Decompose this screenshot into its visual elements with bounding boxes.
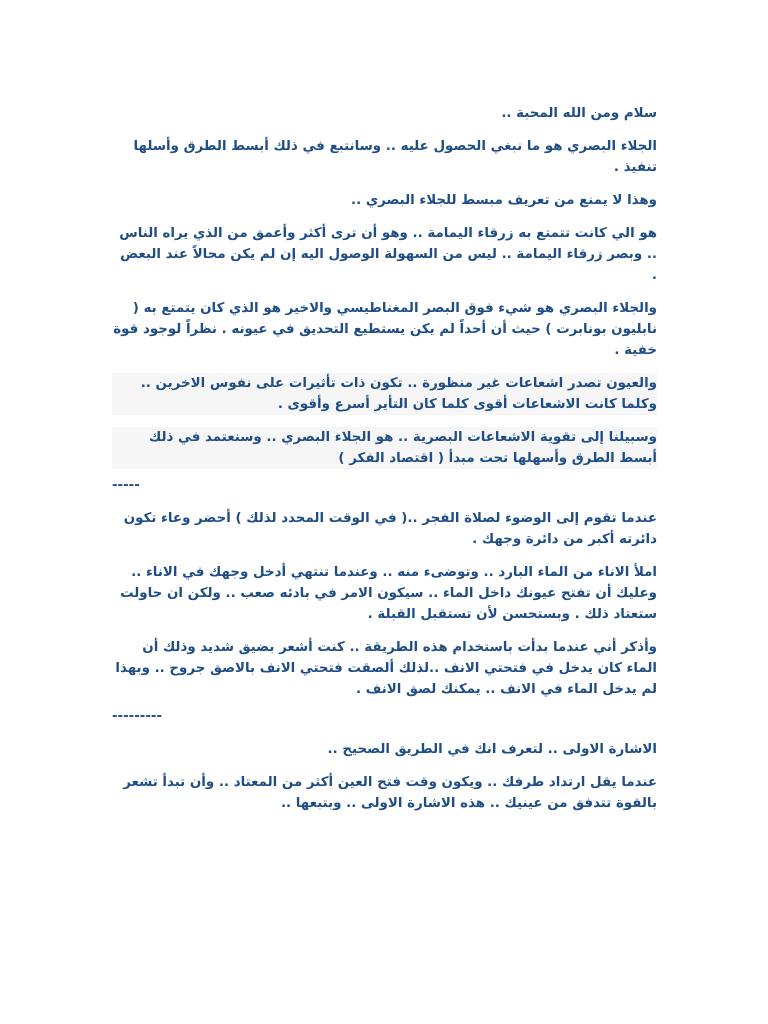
greeting-line: سلام ومن الله المحبة .. <box>501 106 657 121</box>
paragraph-magnetic: والجلاء البصري هو شيء فوق البصر المغناطيسي والاخير هو الذي كان يتمتع به ( نابليون بونابرت ) حيث أن أحداً لم يكن يستطيع التحديق في عيونه . نظراً لوجود قوة خفية . <box>113 301 657 358</box>
document-body <box>112 103 657 826</box>
paragraph-radiation: والعيون تصدر اشعاعات غير منظورة .. تكون ذات تأثيرات على نفوس الاخرين .. وكلما كانت الاشعاعات أقوى كلما كان التأير أسرع وأقوى . <box>112 373 657 415</box>
paragraph-first-sign: عندما يقل ارتداد طرفك .. ويكون وقت فتح العين أكثر من المعتاد .. وأن تبدأ تشعر بالقوة تتدفق من عينيك .. هذه الاشارة الاولى .. وبتبعها .. <box>123 775 657 811</box>
paragraph-intro: الجلاء البصري هو ما نبغي الحصول عليه .. وسانتبع في ذلك أبسط الطرق وأسلها تنفيذ . <box>133 139 657 175</box>
paragraph-zarqa: هو الي كانت تتمتع به زرقاء اليمامة .. وهو أن ترى أكثر وأعمق من الذي يراه الناس .. وبصر زرقاء اليمامة .. ليس من السهولة الوصول اليه إن لم يكن محالاً عند البعض . <box>119 226 657 283</box>
separator-line: --------- <box>112 709 163 724</box>
paragraph-method: وسبيلنا إلى تقوية الاشعاعات البصرية .. هو الجلاء البصري .. وسنعتمد في ذلك أبسط الطرق وأسهلها تحت مبدأ ( اقتصاد الفكر ) <box>112 427 657 469</box>
paragraph-wudu: عندما تقوم إلى الوضوء لصلاة الفجر ..( في الوقت المحدد لذلك ) أحضر وعاء تكون دائرته أكبر من دائرة وجهك . <box>123 511 657 547</box>
paragraph-definition-lead: وهذا لا يمنع من تعريف مبسط للجلاء البصري .. <box>351 193 657 208</box>
separator-line: ----- <box>112 478 140 493</box>
paragraph-experience: وأذكر أني عندما بدأت باستخدام هذه الطريقة .. كنت أشعر بضيق شديد وذلك أن الماء كان يدخل في فتحتي الانف ..لذلك ألصقت فتحتي الانف بالاصق جروح .. وبهذا لم يدخل الماء في الانف .. يمكنك لصق الانف . <box>115 640 657 697</box>
paragraph-water: املأ الاناء من الماء البارد .. وتوضىء منه .. وعندما تنتهي أدخل وجهك في الاناء .. وعليك أن تفتح عيونك داخل الماء .. سيكون الامر في بادئه صعب .. ولكن ان حاولت ستعتاد ذلك . وبستحسن لأن تستقبل القبلة . <box>120 565 657 622</box>
paragraph-first-sign-title: الاشارة الاولى .. لتعرف انك في الطريق الصحيح .. <box>327 742 657 757</box>
